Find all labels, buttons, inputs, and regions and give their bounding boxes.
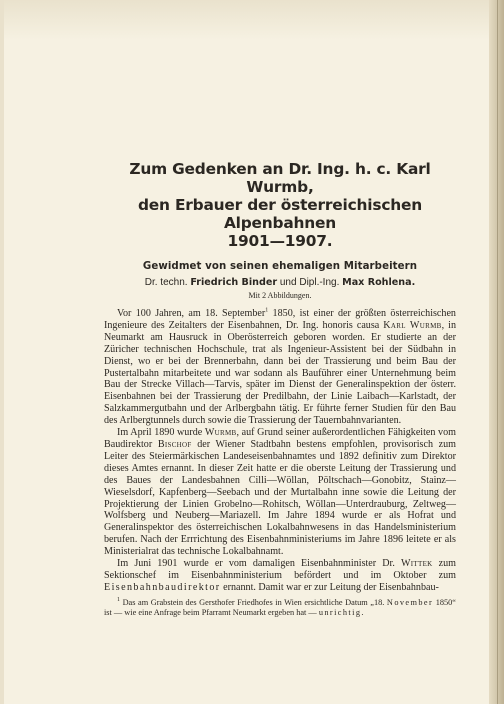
- figures-note: Mit 2 Abbildungen.: [248, 291, 312, 300]
- author1-name: Friedrich Binder: [190, 277, 278, 288]
- footnote-text-b: 1850“ ist — wie eine Anfrage beim Pfarramt Neumarkt ergeben hat —: [104, 597, 456, 618]
- footnote-mark: 1: [117, 596, 120, 603]
- paragraph-1-text-c: , in Neumarkt am Hausruck in Oberösterreich geboren worden. Er studierte an der Züricher technischen Hochschule, trat als Ingenieur-Assistent bei der Südbahn in Dienst, wo er bei der Brennerbahn, dann bei der Trassierung und beim Bau der Pustertalbahn mitarbeitete und war sodann als Bauführer einer Unternehmung beim Bau der Strecke Villach—Tarvis, später im Dienst der Generalinspektion der österr. Eisenbahnen bei der Trassierung der Predilbahn, der Linie Laibach—Karlstadt, der Salzkammergutbahn und der Arlbergbahn tätig. Er führte ferner Studien für den Bau des Arlbergtunnels durch sowie die Trassierung der Tauernbahnvarianten.: [104, 319, 457, 427]
- spine-fold-line: [497, 0, 498, 704]
- article-content: [104, 160, 456, 619]
- page-stain: [0, 0, 504, 40]
- footnote-spaced-word: unrichtig: [318, 608, 362, 618]
- footnote-text-c: .: [361, 608, 364, 618]
- person-name: Karl Wurmb: [383, 319, 442, 331]
- paragraph-2-text-c: der Wiener Stadtbahn bestens empfohlen, provisorisch zum Leiter des Steiermärkischen Landeseisenbahnamtes und 1892 definitiv zum Direktor dieses Amtes ernannt. In dieser Zeit hatte er die oberste Leitung der Trassierung und des Baues der Landesbahnen Cilli—Wöllan, Pöltschach—Gonobitz, Stainz—Wieselsdorf, Kapfenberg—Seebach und der Murtalbahn inne sowie die Leitung der Projektierung der Linien Grobelno—Rohitsch, Wöllan—Unterdrauburg, Zeltweg—Wolfsberg und Neuberg—Mariazell. Im Jahre 1894 wurde er als Hofrat und Generalinspektor des österreichischen Lokalbahnwesens in das Handelsministerium berufen. Nach der Errrichtung des Eisenbahnministeriums im Jahre 1896 leitete er als Ministerialrat das technische Lokalbahnamt.: [104, 438, 456, 558]
- paragraph-2: [104, 427, 456, 558]
- author-line: [104, 276, 456, 289]
- paragraph-2-text-a: Im April 1890 wurde: [117, 427, 205, 439]
- spaced-title: Eisenbahnbaudirektor: [104, 581, 221, 593]
- title-line-2: den Erbauer der österreichischen Alpenbahnen: [137, 196, 423, 232]
- person-name: Wittek: [400, 558, 433, 570]
- author-join: und: [279, 277, 297, 288]
- dedication-line: Gewidmet von seinen ehemaligen Mitarbeitern: [142, 261, 418, 272]
- person-name: Bischof: [157, 438, 192, 450]
- footnote-text-a: Das am Grabstein des Gersthofer Friedhofes in Wien ersichtliche Datum „18.: [120, 597, 387, 607]
- footnote-ref: 1: [265, 307, 269, 314]
- paragraph-3-text-b: zum Sektionschef im Eisenbahnministerium befördert und im Oktober zum: [104, 558, 456, 581]
- author2-prefix: Dipl.-Ing.: [299, 277, 340, 288]
- paragraph-3-text-c: ernannt. Damit war er zur Leitung der Eisenbahnbau-: [220, 581, 439, 593]
- paragraph-3-text-a: Im Juni 1901 wurde er vom damaligen Eisenbahnminister Dr.: [117, 558, 401, 570]
- footnote-spaced-word: November: [386, 597, 434, 607]
- paragraph-1-text-b: 1850, ist einer der größten österreichischen Ingenieure des Zeitalters der Eisenbahnen, Dr. Ing. honoris causa: [104, 308, 456, 331]
- paragraph-1-text-a: Vor 100 Jahren, am 18. September: [117, 308, 266, 319]
- title-line-1: Zum Gedenken an Dr. Ing. h. c. Karl Wurmb,: [129, 160, 431, 196]
- page-left-edge: [0, 0, 4, 704]
- paragraph-3: [104, 558, 456, 594]
- article-title: [104, 160, 456, 250]
- title-line-3: 1901—1907.: [227, 232, 333, 250]
- paragraph-1: [104, 308, 456, 427]
- author1-prefix: Dr. techn.: [144, 277, 188, 288]
- paragraph-2-text-b: , auf Grund seiner außerordentlichen Fähigkeiten vom Baudirektor: [104, 427, 456, 450]
- author2-name: Max Rohlena.: [342, 277, 416, 288]
- article-body: [104, 308, 456, 594]
- footnote: [104, 598, 456, 619]
- person-name: Wurmb: [204, 427, 237, 439]
